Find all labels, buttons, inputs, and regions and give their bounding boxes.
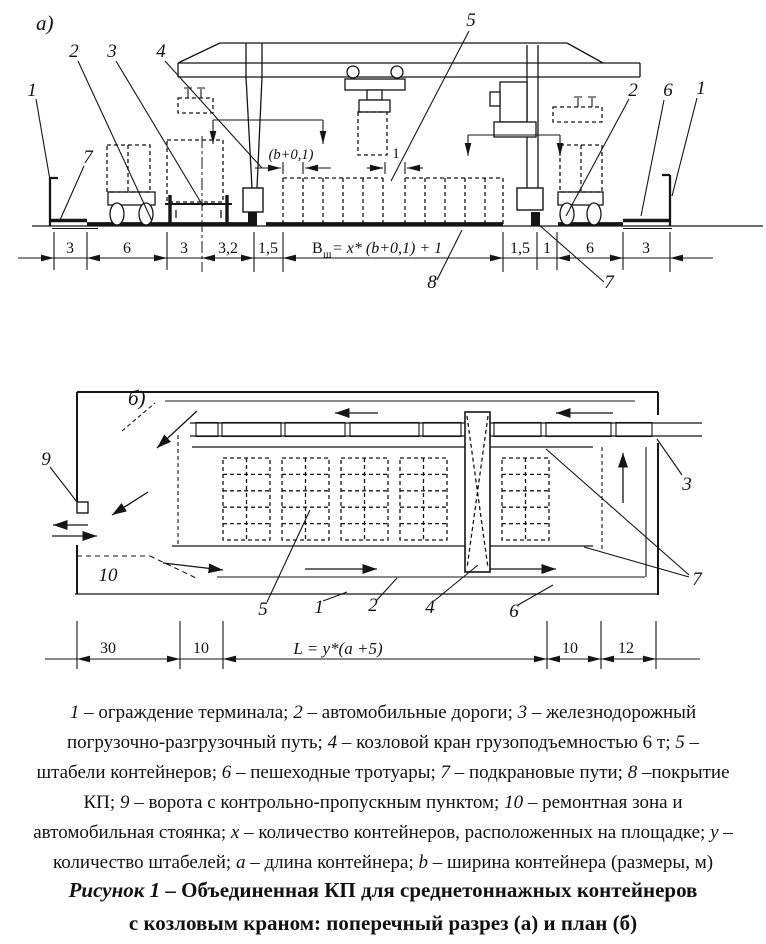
- crane-rails-plan: [172, 447, 593, 546]
- container-marker-left: [178, 88, 213, 113]
- callout-4: 4: [156, 41, 166, 62]
- terminal-fence-right: [662, 175, 670, 226]
- callout-1-left: 1: [27, 80, 37, 101]
- section-b-tag: б): [128, 386, 146, 410]
- roads-plan: [165, 401, 646, 577]
- callout-6-plan: 6: [509, 601, 519, 622]
- crane-foot-left: [243, 188, 263, 212]
- dimension-line-b: [45, 621, 700, 669]
- formula-subscript: ш: [323, 248, 332, 261]
- dim-6-left: 6: [123, 240, 131, 257]
- callout-7-right: 7: [604, 272, 614, 293]
- formula-base: B: [312, 240, 323, 257]
- machinery-house: [500, 82, 527, 122]
- callout-5-plan: 5: [258, 599, 268, 620]
- railway-track-plan: [190, 423, 702, 437]
- truck-right: [558, 145, 603, 225]
- cell-dimension: [255, 147, 331, 174]
- callout-7-plan: 7: [692, 569, 702, 590]
- container-stacks-plan: [223, 458, 549, 540]
- dim-3-rail: 3: [180, 240, 188, 257]
- gap-dimension: [367, 146, 423, 174]
- dim-1-5-left: 1,5: [258, 240, 278, 257]
- dim-3-left: 3: [66, 240, 74, 257]
- dim-1-right: 1: [543, 240, 551, 257]
- caption-rest: – Объединенная КП для среднетоннажных контейнеров с козловым краном: поперечный разрез (а) и план (б): [128, 878, 698, 935]
- callout-1-plan: 1: [314, 597, 324, 618]
- crane-trolley: [345, 66, 405, 155]
- callout-1-right: 1: [696, 78, 706, 99]
- container-marker-right: [553, 97, 602, 122]
- callout-3-plan: 3: [682, 474, 692, 495]
- dim-L-formula: L = y*(a +5): [293, 639, 383, 658]
- figure-caption: [63, 874, 703, 940]
- sidewalk-right: [623, 221, 672, 229]
- crane-foot-right: [517, 188, 543, 210]
- gate-checkpoint: [52, 502, 97, 536]
- section-a-tag: а): [36, 11, 54, 35]
- dim-10-right: 10: [562, 640, 578, 657]
- callout-4-plan: 4: [425, 597, 435, 618]
- container-stacks-a: [283, 178, 503, 224]
- crane-leg-left: [246, 43, 262, 188]
- repair-zone: [77, 556, 196, 578]
- callout-9: 9: [41, 449, 51, 470]
- gantry-crane: [178, 43, 640, 212]
- dimension-line-a: [18, 232, 713, 272]
- cross-section-a: [0, 0, 766, 320]
- callout-6-right: 6: [663, 80, 673, 101]
- dim-30: 30: [100, 640, 116, 657]
- plan-view-b: [0, 365, 766, 690]
- caption-prefix: Рисунок 1: [68, 878, 161, 902]
- callout-10: 10: [98, 565, 118, 586]
- gap-dim-text: 1: [392, 146, 400, 162]
- dim-3-2: 3,2: [218, 240, 238, 257]
- callout-7-left: 7: [83, 147, 93, 168]
- legend-text: 1 – ограждение терминала; 2 – автомобильные дороги; 3 – железнодорожный погрузочно-разгрузочный путь; 4 – козловой кран грузоподъемностью 6 т; 5 – штабели контейнеров; 6 – пешеходные тротуары; 7 – подкрановые пути; 8 –покрытие КП; 9 – ворота с контрольно-пропускным пунктом; 10 – ремонтная зона и автомобильная стоянка; x – количество контейнеров, расположенных на площадке; y – количество штабелей; a – длина контейнера; b – ширина контейнера (размеры, м): [33, 702, 733, 873]
- dim-1-5-right: 1,5: [510, 240, 530, 257]
- crane-rail-left: [248, 212, 257, 226]
- crane-leg-right: [527, 45, 538, 188]
- dim-3-right: 3: [642, 240, 650, 257]
- callout-8: 8: [427, 272, 437, 293]
- callout-5: 5: [466, 10, 476, 31]
- formula-rest: = x* (b+0,1) + 1: [332, 240, 443, 257]
- dim-12: 12: [618, 640, 634, 657]
- hanging-container: [358, 112, 387, 155]
- callout-2-left: 2: [69, 41, 79, 62]
- rail-wagons: [196, 423, 652, 437]
- cell-dim-text: (b+0,1): [268, 147, 314, 163]
- callout-2-right: 2: [628, 80, 638, 101]
- dim-10-left: 10: [193, 640, 209, 657]
- dim-6-right: 6: [586, 240, 594, 257]
- callout-3-left: 3: [107, 41, 117, 62]
- gantry-crane-plan: [465, 412, 490, 572]
- callout-2-plan: 2: [368, 595, 378, 616]
